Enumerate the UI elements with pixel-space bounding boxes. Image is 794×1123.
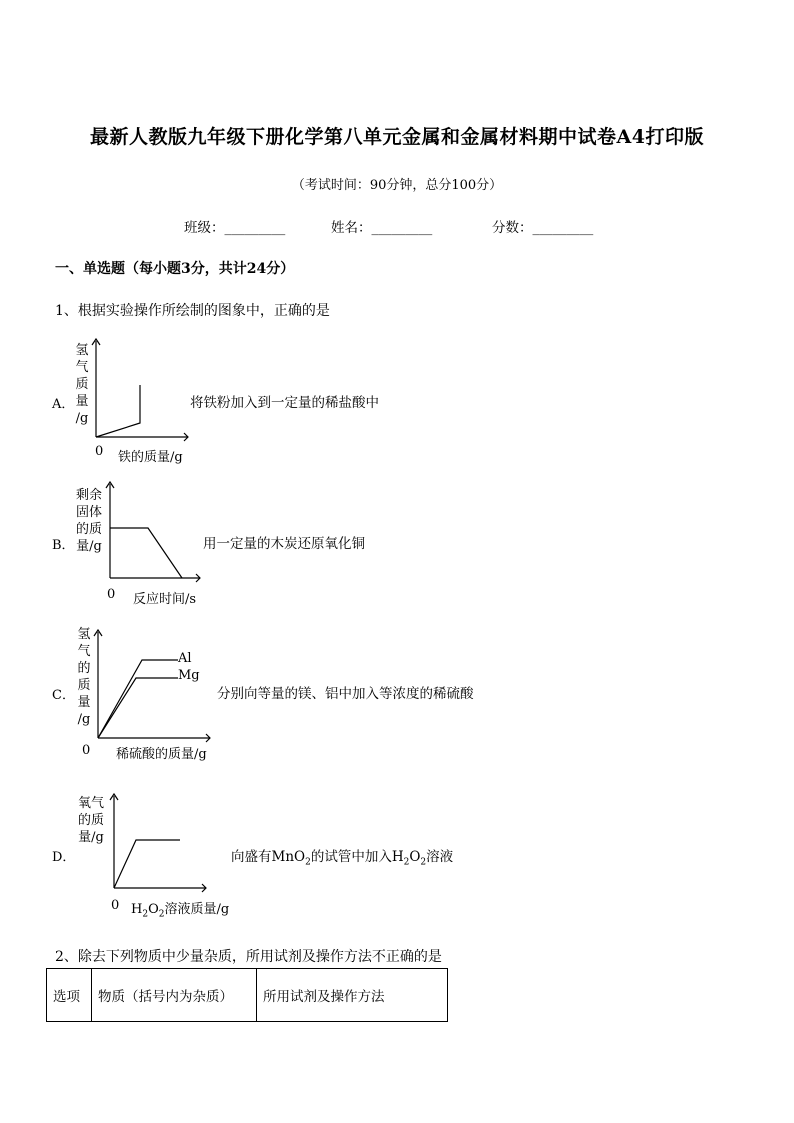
exam-subtitle: （考试时间：90分钟，总分100分） — [291, 178, 503, 193]
section-heading: 一、单选题（每小题3分，共计24分） — [55, 261, 295, 277]
option-b-graph — [100, 478, 210, 588]
option-b-description: 用一定量的木炭还原氧化铜 — [203, 536, 365, 552]
question-2-stem: 2、除去下列物质中少量杂质，所用试剂及操作方法不正确的是 — [55, 949, 442, 965]
name-field: 姓名：_________ — [331, 220, 433, 236]
option-c-letter: C． — [52, 688, 75, 703]
option-c-origin: 0 — [82, 743, 91, 758]
curve-a — [96, 385, 140, 437]
table-header-substance: 物质（括号内为杂质） — [92, 969, 257, 1022]
curve-d — [114, 840, 180, 888]
question-2-table — [46, 968, 448, 1022]
option-b-xlabel: 反应时间/s — [133, 592, 197, 607]
curve-al — [98, 660, 178, 738]
option-b-origin: 0 — [107, 587, 116, 602]
option-d-letter: D． — [52, 850, 76, 865]
option-a-xlabel: 铁的质量/g — [118, 450, 183, 465]
option-a-description: 将铁粉加入到一定量的稀盐酸中 — [190, 395, 379, 411]
curve-b — [110, 528, 182, 578]
option-d-xlabel: $H_2O_2$溶液质量/g — [131, 902, 230, 920]
option-a-origin: 0 — [95, 444, 104, 459]
option-d-graph — [106, 790, 216, 895]
table-header-method: 所用试剂及操作方法 — [257, 969, 448, 1022]
option-d-origin: 0 — [111, 898, 120, 913]
score-field: 分数：_________ — [492, 220, 594, 236]
class-field: 班级：_________ — [184, 220, 286, 236]
option-d-ylabel: 氧气 的质 量/g — [77, 796, 104, 845]
option-a-letter: A． — [52, 397, 75, 412]
option-a-ylabel: 氢 气 质 量 /g — [75, 343, 89, 426]
option-b-letter: B． — [52, 538, 75, 553]
curve-mg — [98, 678, 178, 738]
option-c-ylabel: 氢 气 的 质 量 /g — [77, 627, 91, 727]
series-label-al: Al — [178, 651, 192, 666]
option-c-graph — [92, 626, 222, 746]
option-a-graph — [88, 335, 198, 445]
series-label-mg: Mg — [178, 668, 200, 683]
option-c-xlabel: 稀硫酸的质量/g — [116, 747, 207, 762]
page-title: 最新人教版九年级下册化学第八单元金属和金属材料期中试卷A4打印版 — [90, 126, 704, 148]
question-1-stem: 1、根据实验操作所绘制的图象中，正确的是 — [55, 303, 330, 319]
table-header-row — [47, 969, 448, 1022]
table-header-option: 选项 — [47, 969, 92, 1022]
option-d-description: 向盛有MnO$_2$的试管中加入$H_2O_2$溶液 — [231, 849, 454, 868]
option-c-description: 分别向等量的镁、铝中加入等浓度的稀硫酸 — [217, 686, 474, 702]
option-b-ylabel: 剩余 固体 的质 量/g — [75, 488, 102, 554]
